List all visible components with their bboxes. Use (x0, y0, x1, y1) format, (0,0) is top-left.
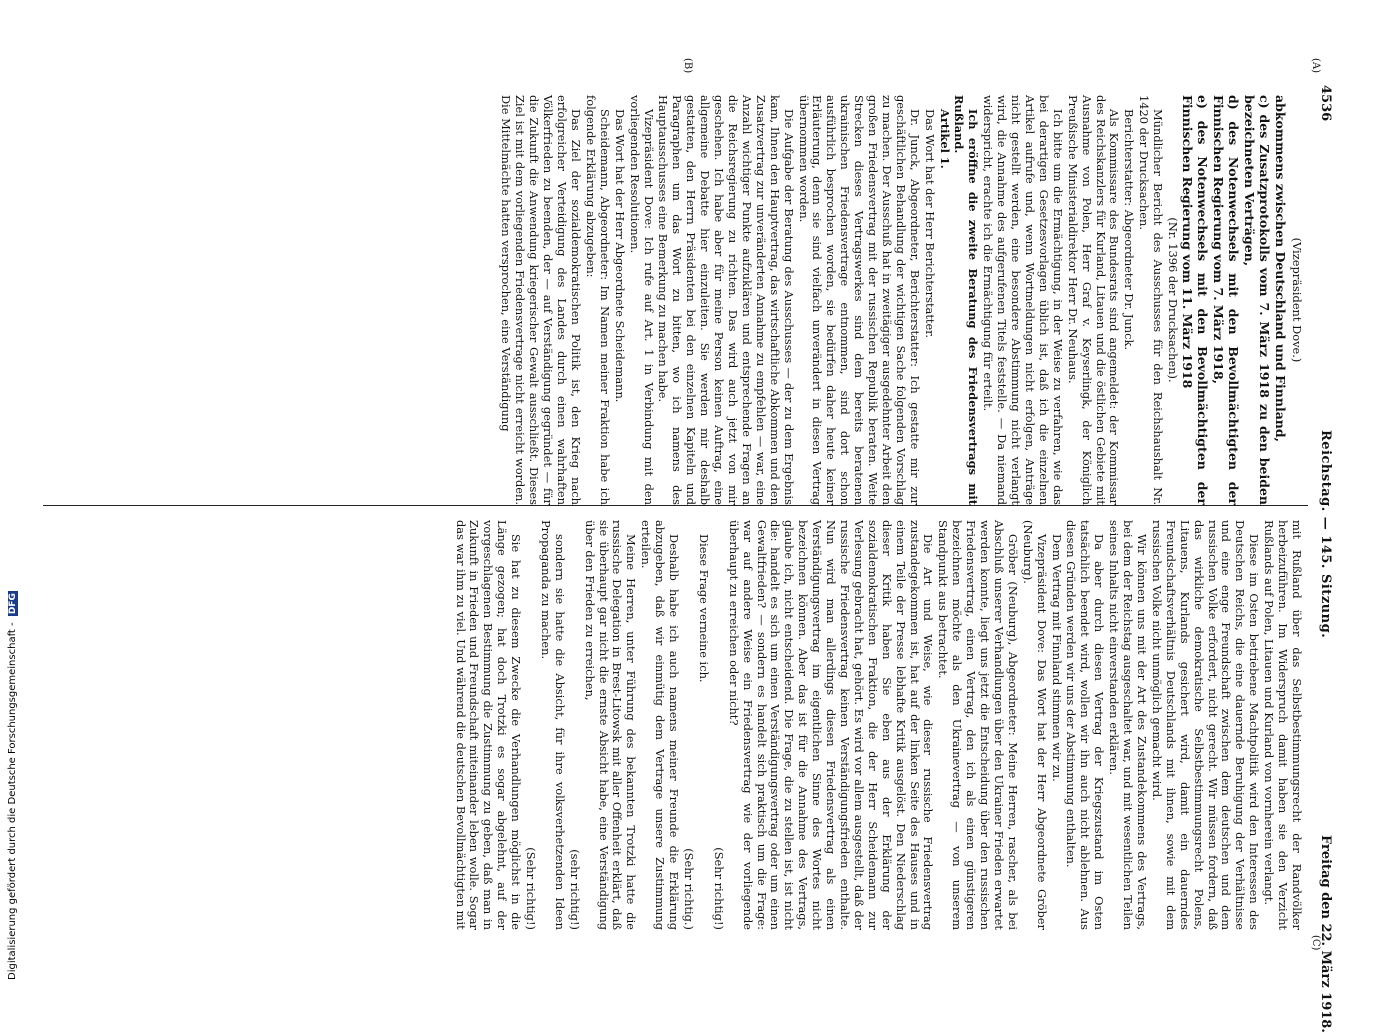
agenda-item-e: e) des Notenwechsels mit den Bevollmächtigten der Finnischen Regierung vom 11. März 1918 (1180, 95, 1211, 505)
dove-call-article: Vizepräsident Dove: Ich rufe auf Art. 1 in Verbindung mit den vorliegenden Resolutionen. (627, 95, 656, 505)
margin-letter-b: (B) (682, 58, 693, 74)
interjection-3: (sehr richtig!) (567, 849, 582, 930)
commissioners-paragraph: Als Kommissare des Bundesrats sind angemeldet: der Kommissar des Reichskanzlers für Kurland, Litauen und die östlichen Gebiete mit Ausnahme von Polen, Herr Graf v. Keyserlingk, der Königlich Preußische Ministerialdirektor Herr Dr. Neuhaus. (1065, 95, 1122, 505)
margin-letter-c: (C) (1310, 935, 1321, 951)
drucksache-ref: (Nr. 1396 der Drucksachen). (1166, 217, 1181, 383)
right-column (452, 520, 1303, 930)
credit-text: Digitalisierung gefördert durch die Deutsche Forschungsgemeinschaft - (7, 622, 18, 980)
second-reading-opening: Ich eröffne die zweite Beratung des Friedensvertrags mit Rußland. (952, 95, 981, 505)
groeber-speech-5: Meine Herren, unter Führung des bekannten Trotzki hatte die russische Delegation in Brest-Litowsk mit aller Offenheit erklärt, daß sie überhaupt gar nicht die ernste Absicht habe, eine Verständigung über den Frieden zu erreichen, (582, 520, 639, 930)
declaration-cont-4: Da aber durch diesen Vertrag der Kriegszustand im Osten tatsächlich beendet wird, wollen wir ihn auch nicht ablehnen. Aus diesen Gründen werden wir uns der Abstimmung enthalten. (1064, 520, 1107, 930)
declaration-finland: Dem Vertrag mit Finnland stimmen wir zu. (1049, 534, 1064, 782)
speaker-note: (Vizepräsident Dove.) (1290, 237, 1304, 363)
agenda-item-b: abkommens zwischen Deutschland und Finnland, (1273, 95, 1289, 442)
report-note: Mündlicher Bericht des Ausschusses für den Reichshaushalt Nr. 1420 der Drucksachen. (1137, 95, 1166, 505)
groeber-speech-1: Gröber (Neuburg), Abgeordneter: Meine Herren, rascher, als bei Abschluß unserer Verhandlungen über den Ukrainer Frieden erwartet werden konnte, liegt uns jetzt die Entscheidung über den russischen Friedensvertrag, einen Vertrag, den ich als einen günstigeren bezeichnen möchte als den Ukrainevertrag — von unserem Standpunkt aus betrachtet. (936, 520, 1020, 930)
interjection-4: (Sehr richtig!) (524, 847, 539, 930)
declaration-cont-2: Diese im Osten betriebene Machtpolitik wird den Interessen des Deutschen Reichs, die eine dauernde Beruhigung der Verhältnisse und eine enge Freundschaft zwischen dem deutschen und dem russischen Volke erfordert, nicht gerecht. Wir müssen fordern, daß das wirkliche demokratische Selbstbestimmungsrecht Polens, Litauens, Kurlands gesichert wird, damit ein dauerndes Freundschaftsverhältnis Deutschlands mit ihnen, sowie mit dem russischen Volke nicht unmöglich gemacht wird. (1149, 520, 1262, 930)
declaration-cont-1: mit Rußland über das Selbstbestimmungsrecht der Randvölker herbeizuführen. Im Widerspruch damit haben sie den Verzicht Rußlands auf Polen, Litauen und Kurland von vornherein verlangt. (1262, 520, 1304, 930)
interjection-2: (Sehr richtig.) (682, 848, 697, 930)
rapporteur-line: Berichterstatter: Abgeordneter Dr. Junck. (1122, 109, 1137, 351)
floor-to-groeber: Vizepräsident Dove: Das Wort hat der Herr Abgeordnete Gröber (Neuburg). (1020, 520, 1049, 930)
margin-letter-a: (A) (1310, 58, 1321, 74)
scheidemann-intro: Scheidemann, Abgeordneter: Im Namen meiner Fraktion habe ich folgende Erklärung abzugeben: (583, 95, 612, 505)
agenda-item-c: c) des Zusatzprotokolls vom 7. März 1918 zu den beiden bezeichneten Verträgen, (1242, 95, 1273, 505)
groeber-speech-3: Diese Frage verneine ich. (696, 534, 711, 683)
interjection-1: (Sehr richtig!) (711, 847, 726, 930)
page-number: 4536 (1318, 85, 1333, 122)
junck-speech-1: Dr. Junck, Abgeordneter, Berichterstatter: Ich gestatte mir zur geschäftlichen Behandlung der wichtigen Sache folgenden Vorschlag zu machen. Der Ausschuß hat in zweitägiger ausgedehnter Arbeit den großen Friedensvertrag mit der russischen Republik beraten. Weite Strecken dieses Vertragswerkes sind dem bereits beratenen ukrainischen Friedensvertrage entnommen, sind dort schon ausführlich besprochen worden, sie bedürfen daher heute keiner Erläuterung, denn sie sind vielfach unverändert in diesen Vertrag übernommen worden. (796, 95, 922, 505)
article-heading: Artikel 1. (937, 109, 952, 169)
digitization-credit (7, 0, 18, 980)
groeber-speech-2: Die Art und Weise, wie dieser russische Friedensvertrag zustandegekommen ist, hat auf der linken Seite des Hauses und in einem Teile der Presse lebhafte Kritik ausgelöst. Den Niederschlag dieser Kritik haben Sie eben aus der Erklärung der sozialdemokratischen Fraktion, die der Herr Scheidemann zur Verlesung gebracht hat, gehört. Es wird vor allem ausgestellt, daß der russische Friedensvertrag keinen Verständigungsfrieden enthalte. Nun wird man allerdings diesen Friedensvertrag als einen Verständigungsvertrag im eigentlichen Sinne des Wortes nicht bezeichnen können. Aber das ist für die Annahme des Vertrags, glaube ich, nicht entscheidend. Die Frage, die zu stellen ist, ist nicht die: handelt es sich um einen Verständigungsvertrag oder um einen Gewaltfrieden? — sondern es handelt sich praktisch um die Frage: war auf andere Weise ein Friedensvertrag wie der vorliegende überhaupt zu erreichen oder nicht? (726, 520, 936, 930)
junck-speech-2: Die Aufgabe der Beratung des Ausschusses — der zu dem Ergebnis kam, Ihnen den Hauptvertrag, das wirtschaftliche Abkommen und den Zusatzvertrag zur unveränderten Annahme zu empfehlen — war, eine Anzahl wichtiger Punkte aufzuklären und entsprechende Fragen an die Reichsregierung zu richten. Das wird auch jetzt von mir geschehen. Ich habe aber für meine Person keinen Auftrag, eine allgemeine Debatte hier einzuleiten. Sie werden mir deshalb gestatten, den Herrn Präsidenten bei den einzelnen Kapiteln und Paragraphen um das Wort zu bitten, wo ich namens des Hauptausschusses eine Bemerkung zu machen habe. (656, 95, 796, 505)
column-divider (43, 505, 1308, 506)
groeber-speech-4: Deshalb habe ich auch namens meiner Freunde die Erklärung abzugeben, daß wir einmütig dem Vertrage unsere Zustimmung erteilen. (639, 520, 682, 930)
running-header: Reichstag. — 145. Sitzung. (1318, 430, 1333, 639)
header-date: Freitag den 22. März 1918. (1318, 835, 1333, 1033)
left-column (498, 95, 1303, 505)
floor-to-scheidemann: Das Wort hat der Herr Abgeordnete Scheidemann. (612, 109, 627, 403)
groeber-speech-6: sondern sie hatte die Absicht, für ihre volksverhetzenden Ideen Propaganda zu machen. (538, 520, 567, 930)
agenda-item-d: d) des Notenwechsels mit den Bevollmächtigten der Finnischen Regierung vom 7. März 1918, (1211, 95, 1242, 505)
floor-to-rapporteur: Das Wort hat der Herr Berichterstatter. (922, 109, 937, 339)
declaration-cont-3: Wir können uns mit der Art des Zustandekommens des Vertrags, bei dem der Reichstag ausgeschaltet war, und mit wesentlichen Teilen seines Inhalts nicht einverstanden erklären. (1107, 520, 1150, 930)
dfg-logo: DFG (8, 593, 18, 615)
groeber-speech-7: Sie hat zu diesem Zwecke die Verhandlungen möglichst in die Länge gezogen; hat doch Trotzki es sogar abgelehnt, auf der vorgeschlagenen Bestimmung die Zustimmung zu geben, daß man in Zukunft in Frieden und Freundschaft miteinander leben wolle. Sogar das war ihm zu viel. Und während die deutschen Bevollmächtigten mit (453, 520, 524, 930)
scheidemann-declaration: Das Ziel der sozialdemokratischen Politik ist, den Krieg nach erfolgreicher Verteidigung des Landes durch einen wahrhaften Völkerfrieden zu beenden, der — auf Verständigung gegründet — für die Zukunft die Anwendung kriegerischer Gewalt ausschließt. Dieses Ziel ist mit dem vorliegenden Friedensvertrage nicht erreicht worden. Die Mittelmächte hatten versprochen, eine Verständigung (499, 95, 584, 505)
procedure-paragraph: Ich bitte um die Ermächtigung, in der Weise zu verfahren, wie das bei derartigen Gesetzesvorlagen üblich ist, daß ich die einzelnen Artikel aufrufe und, wenn Wortmeldungen nicht erfolgen, Anträge nicht gestellt werden, eine besondere Abstimmung nicht verlangt wird, die Annahme des aufgerufenen Titels feststelle. — Da niemand widerspricht, erachte ich die Ermächtigung für erteilt. (981, 95, 1065, 505)
